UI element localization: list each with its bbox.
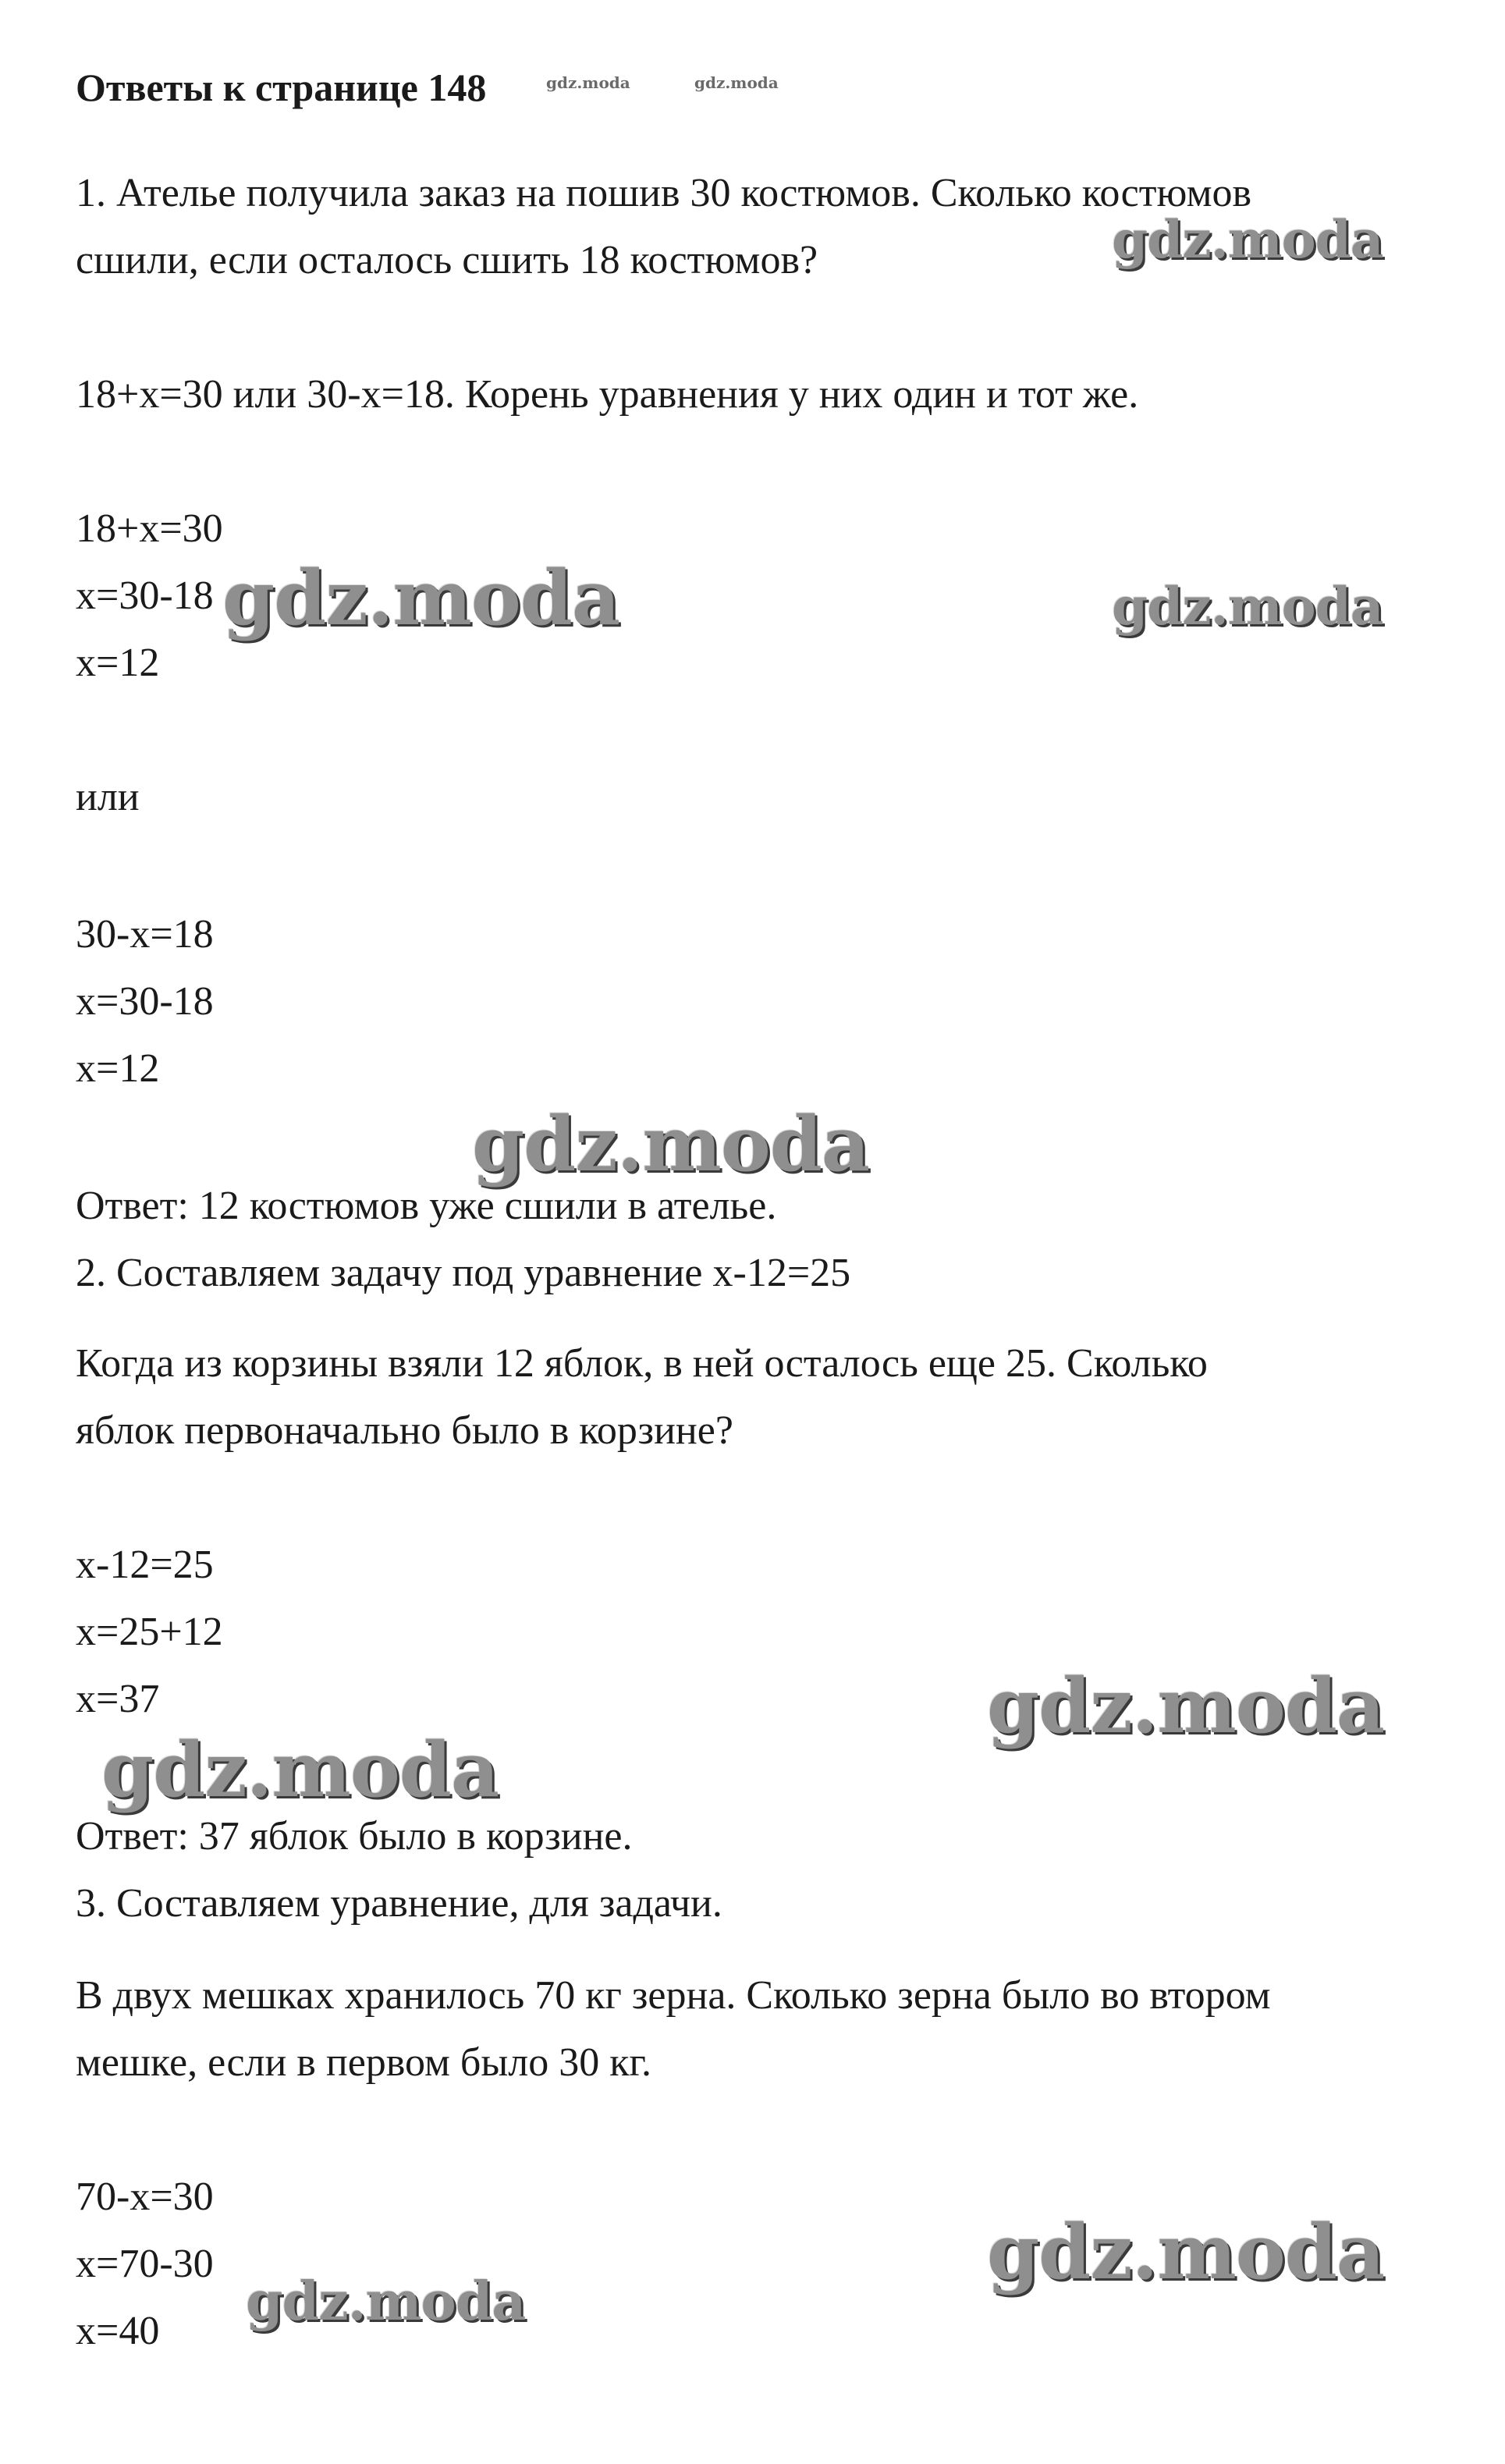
equation-line: x=37 — [76, 1677, 160, 1721]
equation-line: 30-x=18 — [76, 912, 214, 957]
answer-line: Ответ: 12 костюмов уже сшили в ателье. — [76, 1184, 777, 1228]
equation-line: x=40 — [76, 2309, 160, 2353]
watermark: gdz.moda — [1112, 209, 1383, 270]
page-title: Ответы к странице 148 — [76, 66, 487, 109]
equation-line: x=70-30 — [76, 2242, 214, 2286]
watermark: gdz.moda — [101, 1726, 499, 1814]
equation-line: x=30-18 — [76, 573, 214, 618]
text-line: 2. Составляем задачу под уравнение x-12=25 — [76, 1251, 851, 1295]
watermark: gdz.moda — [472, 1100, 870, 1188]
equation-line: 70-x=30 — [76, 2175, 214, 2219]
equation-line: x-12=25 — [76, 1543, 214, 1587]
answer-line: Ответ: 37 яблок было в корзине. — [76, 1814, 633, 1859]
watermark: gdz.moda — [987, 2208, 1385, 2296]
equation-line: 18+x=30 — [76, 506, 223, 551]
equation-line: x=12 — [76, 1046, 160, 1091]
watermark: gdz.moda — [246, 2271, 526, 2333]
equation-line: x=25+12 — [76, 1610, 223, 1654]
text-line: 18+x=30 или 30-x=18. Корень уравнения у них один и тот же. — [76, 372, 1139, 417]
equation-line: x=12 — [76, 641, 160, 685]
text-line: 3. Составляем уравнение, для задачи. — [76, 1881, 722, 1926]
text-line: мешке, если в первом было 30 кг. — [76, 2040, 651, 2085]
equation-line: x=30-18 — [76, 979, 214, 1024]
watermark: gdz.moda — [222, 554, 620, 642]
text-line: или — [76, 775, 140, 819]
text-line: 1. Ателье получила заказ на пошив 30 костюмов. Сколько костюмов — [76, 171, 1252, 215]
watermark: gdz.moda — [694, 73, 779, 92]
text-line: яблок первоначально было в корзине? — [76, 1408, 733, 1453]
text-line: сшили, если осталось сшить 18 костюмов? — [76, 238, 818, 282]
watermark: gdz.moda — [987, 1662, 1385, 1750]
text-line: Когда из корзины взяли 12 яблок, в ней осталось еще 25. Сколько — [76, 1341, 1208, 1386]
text-line: В двух мешках хранилось 70 кг зерна. Сколько зерна было во втором — [76, 1973, 1271, 2018]
watermark: gdz.moda — [1112, 576, 1383, 637]
watermark: gdz.moda — [546, 73, 630, 92]
